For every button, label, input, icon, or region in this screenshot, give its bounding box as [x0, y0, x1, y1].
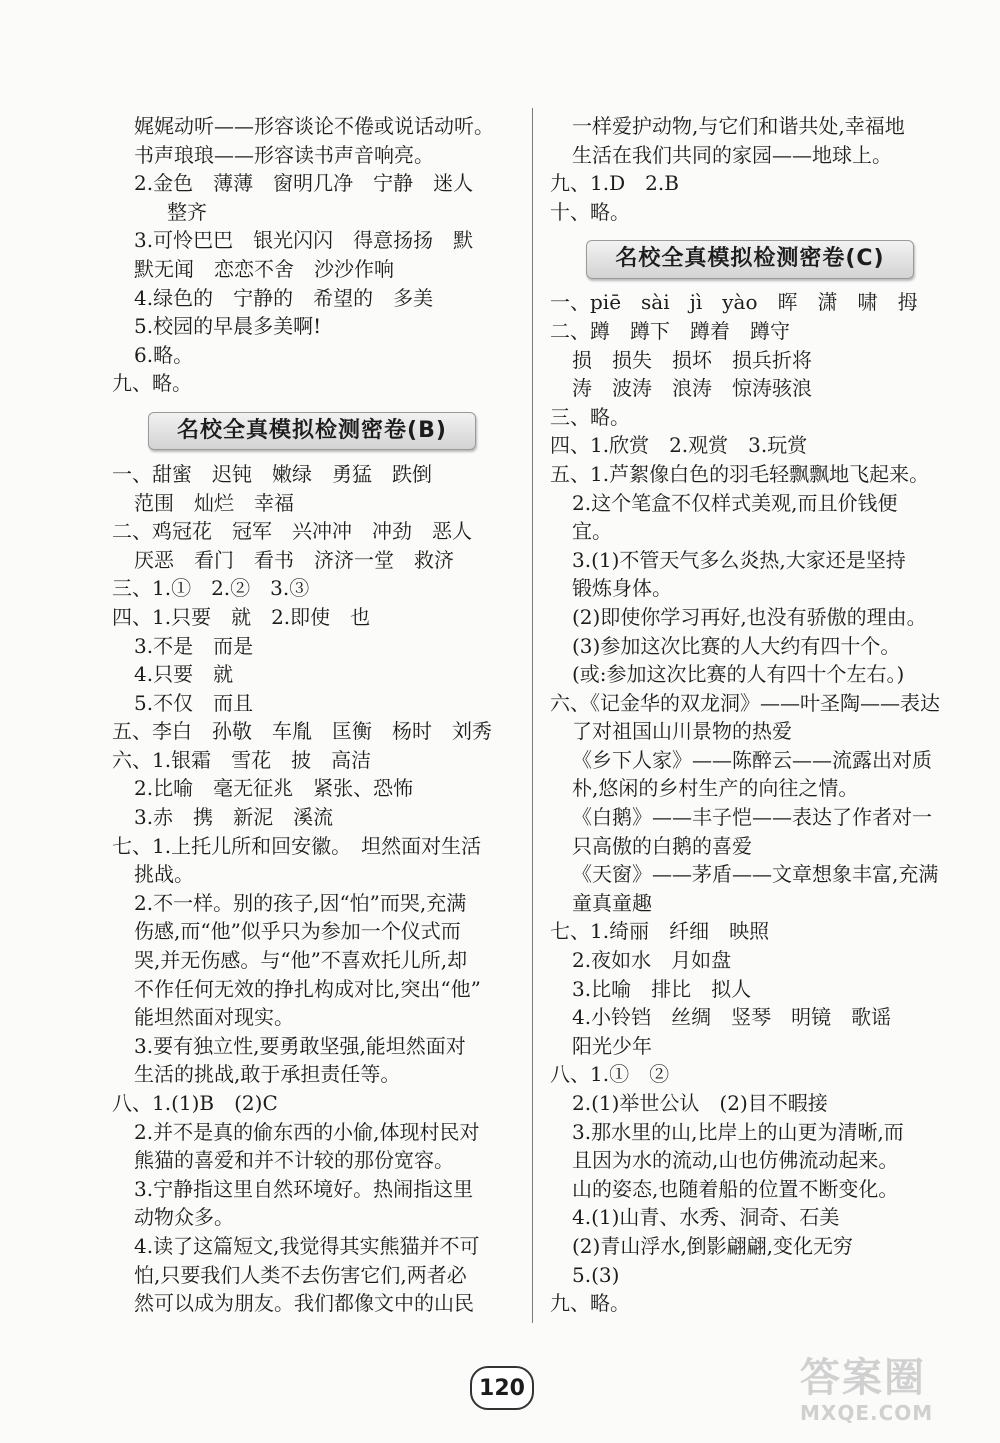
- answer-line: 五、李白 孙敬 车胤 匡衡 杨时 刘秀: [112, 719, 492, 744]
- answer-line: 七、1.绮丽 纤细 映照: [550, 919, 770, 944]
- answer-line: 2.这个笔盒不仅样式美观,而且价钱便: [572, 490, 898, 515]
- answer-line: 六、《记金华的双龙洞》——叶圣陶——表达: [550, 690, 940, 715]
- answer-line: 生活的挑战,敢于承担责任等。: [134, 1062, 401, 1087]
- left-column: [112, 112, 512, 1318]
- answer-line: 然可以成为朋友。我们都像文中的山民: [134, 1291, 474, 1316]
- answer-line: 2.夜如水 月如盘: [572, 948, 732, 973]
- answer-line: 八、1.(1)B (2)C: [112, 1091, 278, 1115]
- watermark-text: 答案圈: [800, 1355, 926, 1401]
- answer-line: 能坦然面对现实。: [134, 1005, 294, 1030]
- answer-line: 四、1.欣赏 2.观赏 3.玩赏: [550, 433, 808, 458]
- answer-line: 3.不是 而是: [134, 633, 254, 658]
- answer-line: 《乡下人家》——陈醉云——流露出对质: [572, 747, 932, 772]
- answer-line: (3)参加这次比赛的人大约有四十个。: [572, 633, 901, 658]
- answer-line: 默无闻 恋恋不舍 沙沙作响: [134, 256, 394, 281]
- answer-line: 十、略。: [550, 199, 630, 224]
- column-divider: [532, 108, 533, 1323]
- answer-line: 5.校园的早晨多美啊!: [134, 314, 322, 339]
- answer-line: 生活在我们共同的家园——地球上。: [572, 142, 892, 167]
- right-column: [550, 112, 950, 1318]
- answer-line: 6.略。: [134, 342, 194, 367]
- answer-line: 2.比喻 毫无征兆 紧张、恐怖: [134, 776, 414, 801]
- answer-line: (2)青山浮水,倒影翩翩,变化无穷: [572, 1233, 854, 1258]
- answer-line: 涛 波涛 浪涛 惊涛骇浪: [572, 376, 812, 401]
- answer-line: 了对祖国山川景物的热爱: [572, 719, 792, 744]
- section-heading: [112, 404, 512, 458]
- answer-line: 3.(1)不管天气多么炎热,大家还是坚持: [572, 547, 906, 572]
- answer-line: 范围 灿烂 幸福: [134, 490, 294, 515]
- answer-line: 三、略。: [550, 404, 630, 429]
- answer-line: 只高傲的白鹅的喜爱: [572, 833, 752, 858]
- section-heading-label: 名校全真模拟检测密卷(B): [148, 412, 476, 451]
- answer-line: 八、1.① ②: [550, 1062, 670, 1087]
- answer-line: 伤感,而“他”似乎只为参加一个仪式而: [134, 919, 461, 944]
- answer-line: 挑战。: [134, 862, 194, 887]
- answer-line: 3.赤 携 新泥 溪流: [134, 805, 334, 830]
- answer-line: 4.(1)山青、水秀、洞奇、石美: [572, 1205, 840, 1230]
- answer-line: 九、略。: [550, 1291, 630, 1316]
- answer-line: 九、略。: [112, 371, 192, 396]
- answer-line: 5.(3): [572, 1262, 620, 1287]
- answer-line: 不作任何无效的挣扎构成对比,突出“他”: [134, 976, 481, 1001]
- answer-line: 《白鹅》——丰子恺——表达了作者对一: [572, 805, 932, 830]
- answer-line: 4.只要 就: [134, 662, 234, 687]
- answer-line: 且因为水的流动,山也仿佛流动起来。: [572, 1148, 899, 1173]
- page-number: 120: [470, 1366, 534, 1410]
- answer-line: 宜。: [572, 519, 612, 544]
- answer-line: 娓娓动听——形容谈论不倦或说话动听。: [134, 114, 494, 138]
- answer-line: 锻炼身体。: [572, 576, 672, 601]
- answer-line: 整齐: [167, 199, 207, 224]
- answer-line: 怕,只要我们人类不去伤害它们,两者必: [134, 1262, 467, 1287]
- answer-line: 3.比喻 排比 拟人: [572, 976, 752, 1001]
- answer-line: 3.宁静指这里自然环境好。热闹指这里: [134, 1176, 474, 1201]
- answer-line: 五、1.芦絮像白色的羽毛轻飘飘地飞起来。: [550, 461, 930, 486]
- answer-line: 二、鸡冠花 冠军 兴冲冲 冲劲 恶人: [112, 519, 472, 544]
- answer-line: 2.金色 薄薄 窗明几净 宁静 迷人: [134, 171, 474, 196]
- answer-line: 3.那水里的山,比岸上的山更为清晰,而: [572, 1119, 904, 1144]
- answer-line: 书声琅琅——形容读书声音响亮。: [134, 142, 434, 167]
- section-heading: [550, 232, 950, 286]
- answer-line: 熊猫的喜爱和并不计较的那份宽容。: [134, 1148, 454, 1173]
- answer-line: 七、1.上托儿所和回安徽。 坦然面对生活: [112, 833, 482, 858]
- answer-line: 损 损失 损坏 损兵折将: [572, 347, 812, 372]
- answer-line: 三、1.① 2.② 3.③: [112, 576, 310, 601]
- answer-line: 一、甜蜜 迟钝 嫩绿 勇猛 跌倒: [112, 461, 432, 486]
- answer-line: 六、1.银霜 雪花 披 高洁: [112, 747, 372, 772]
- answer-line: 一、piē sài jì yào 晖 潇 啸 拇: [550, 290, 918, 315]
- answer-line: 2.不一样。别的孩子,因“怕”而哭,充满: [134, 890, 467, 915]
- watermark-url: MXQE.COM: [800, 1401, 934, 1425]
- answer-line: 《天窗》——茅盾——文章想象丰富,充满: [572, 862, 939, 887]
- answer-line: 2.(1)举世公认 (2)目不暇接: [572, 1091, 828, 1115]
- answer-line: (或:参加这次比赛的人有四十个左右。): [572, 662, 905, 687]
- answer-line: 3.可怜巴巴 银光闪闪 得意扬扬 默: [134, 228, 474, 253]
- answer-line: 朴,悠闲的乡村生产的向往之情。: [572, 776, 859, 801]
- answer-line: 山的姿态,也随着船的位置不断变化。: [572, 1176, 899, 1201]
- answer-line: 动物众多。: [134, 1205, 234, 1230]
- answer-line: 二、蹲 蹲下 蹲着 蹲守: [550, 318, 790, 343]
- answer-line: 4.绿色的 宁静的 希望的 多美: [134, 285, 434, 310]
- answer-line: 2.并不是真的偷东西的小偷,体现村民对: [134, 1119, 480, 1144]
- answer-line: (2)即使你学习再好,也没有骄傲的理由。: [572, 604, 927, 629]
- answer-line: 5.不仅 而且: [134, 690, 254, 715]
- answer-line: 3.要有独立性,要勇敢坚强,能坦然面对: [134, 1033, 466, 1058]
- answer-line: 阳光少年: [572, 1033, 652, 1058]
- section-heading-label: 名校全真模拟检测密卷(C): [586, 240, 913, 279]
- answer-line: 厌恶 看门 看书 济济一堂 救济: [134, 547, 454, 572]
- answer-line: 九、1.D 2.B: [550, 171, 679, 196]
- answer-line: 四、1.只要 就 2.即使 也: [112, 604, 371, 629]
- answer-line: 童真童趣: [572, 890, 652, 915]
- answer-line: 4.小铃铛 丝绸 竖琴 明镜 歌谣: [572, 1005, 892, 1030]
- watermark-logo: [800, 1355, 980, 1435]
- answer-line: 哭,并无伤感。与“他”不喜欢托儿所,却: [134, 948, 468, 973]
- answer-line: 4.读了这篇短文,我觉得其实熊猫并不可: [134, 1233, 480, 1258]
- answer-line: 一样爱护动物,与它们和谐共处,幸福地: [572, 114, 905, 138]
